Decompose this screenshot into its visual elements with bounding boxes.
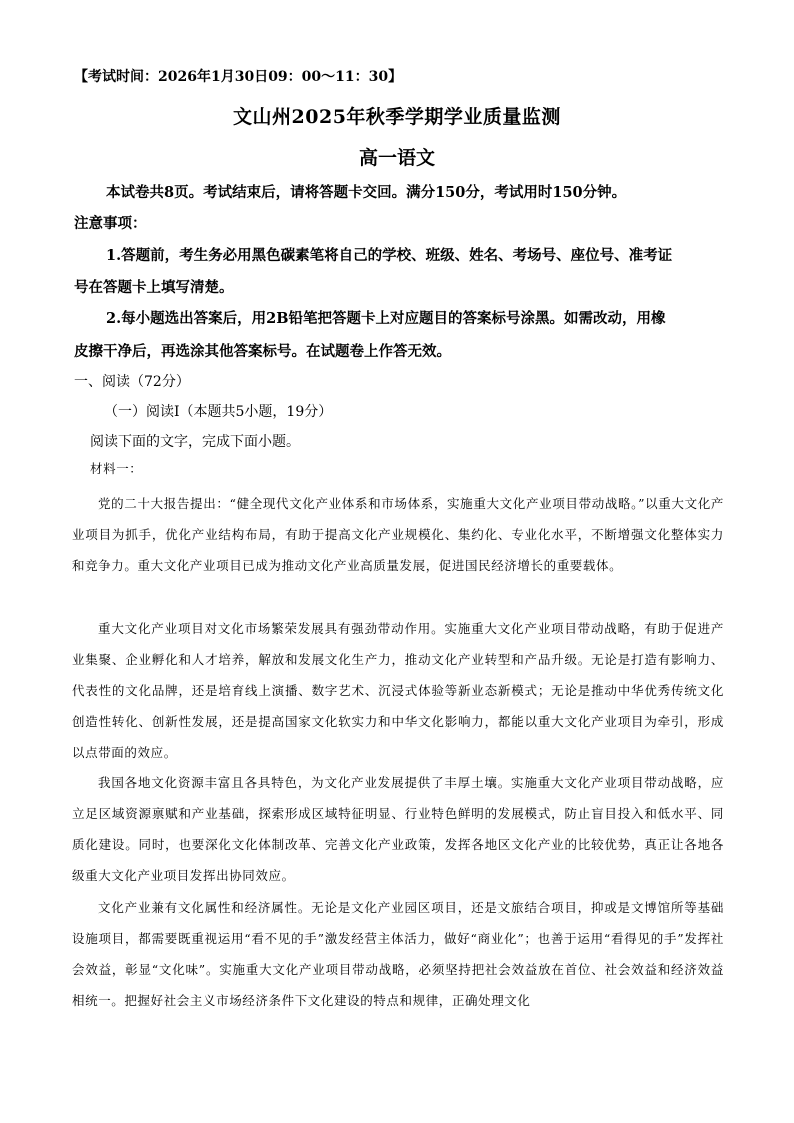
notice-item-2-line-1: 2.每小题选出答案后，用2B铅笔把答题卡上对应题目的答案标号涂黑。如需改动，用橡: [106, 310, 666, 327]
passage-paragraph-1: 党的二十大报告提出：“健全现代文化产业体系和市场体系，实施重大文化产业项目带动战略。”以重大文化产业项目为抓手，优化产业结构布局，有助于提高文化产业规模化、集约化、专业化水平，不断增强文化整体实力和竞争力。重大文化产业项目已成为推动文化产业高质量发展，促进国民经济增长的重要载体。: [72, 496, 724, 573]
passage-paragraph-3: 我国各地文化资源丰富且各具特色，为文化产业发展提供了丰厚土壤。实施重大文化产业项目带动战略，应立足区域资源禀赋和产业基础，探索形成区域特征明显、行业特色鲜明的发展模式，防止盲目投入和低水平、同质化建设。同时，也要深化文化体制改革、完善文化产业政策，发挥各地区文化产业的比较优势，真正让各地各级重大文化产业项目发挥出协同效应。: [72, 775, 724, 883]
reading-direction: 阅读下面的文字，完成下面小题。: [90, 434, 300, 450]
passage-paragraph-2: 重大文化产业项目对文化市场繁荣发展具有强劲带动作用。实施重大文化产业项目带动战略，有助于促进产业集聚、企业孵化和人才培养，解放和发展文化生产力，推动文化产业转型和产品升级。无论是打造有影响力、代表性的文化品牌，还是培育线上演播、数字艺术、沉浸式体验等新业态新模式；无论是推动中华优秀传统文化创造性转化、创新性发展，还是提高国家文化软实力和中华文化影响力，都能以重大文化产业项目为牵引，形成以点带面的效应。: [72, 621, 724, 760]
section-heading: 一、阅读（72分）: [74, 374, 190, 390]
section-subheading: （一）阅读Ⅰ（本题共5小题，19分）: [104, 404, 333, 420]
notice-item-1-line-2: 号在答题卡上填写清楚。: [74, 279, 234, 296]
exam-time: 【考试时间：2026年1月30日09：00～11：30】: [74, 69, 403, 85]
subject-title: 高一语文: [358, 147, 435, 169]
passage-paragraph-4: 文化产业兼有文化属性和经济属性。无论是文化产业园区项目，还是文旅结合项目，抑或是文博馆所等基础设施项目，都需要既重视运用“看不见的手”激发经营主体活力，做好“商业化”；也善于运用“看得见的手”发挥社会效益，彰显“文化味”。实施重大文化产业项目带动战略，必须坚持把社会效益放在首位、社会效益和经济效益相统一。把握好社会主义市场经济条件下文化建设的特点和规律，正确处理文化: [72, 900, 724, 1008]
notice-item-1-line-1: 1.答题前，考生务必用黑色碳素笔将自己的学校、班级、姓名、考场号、座位号、准考证: [106, 247, 673, 264]
notice-item-2-line-2: 皮擦干净后，再选涂其他答案标号。在试题卷上作答无效。: [74, 343, 451, 360]
exam-intro: 本试卷共8页。考试结束后，请将答题卡交回。满分150分，考试用时150分钟。: [106, 184, 627, 201]
page-title: 文山州2025年秋季学期学业质量监测: [233, 106, 561, 128]
notice-heading: 注意事项：: [74, 215, 147, 232]
material-label: 材料一：: [90, 461, 143, 476]
